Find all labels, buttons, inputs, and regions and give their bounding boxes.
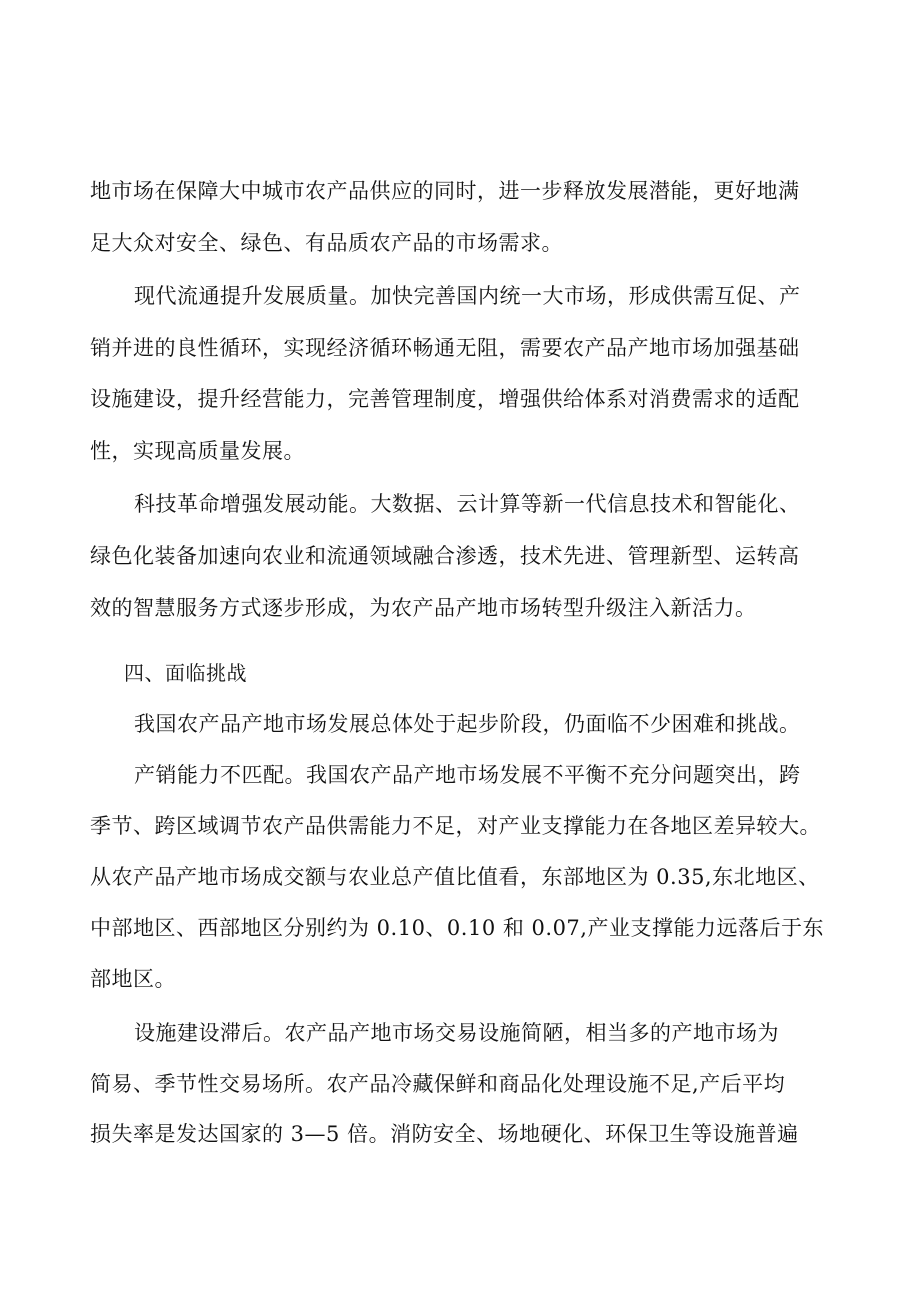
- paragraph-line: 性，实现高质量发展。: [90, 439, 305, 463]
- paragraph-line: 设施建设，提升经营能力，完善管理制度，增强供给体系对消费需求的适配: [90, 387, 800, 411]
- paragraph-line: 足大众对安全、绿色、有品质农产品的市场需求。: [90, 231, 563, 255]
- section-heading: 四、面临挑战: [124, 661, 247, 685]
- paragraph-line: 中部地区、西部地区分别约为 0.10、0.10 和 0.07,产业支撑能力远落后于东: [90, 916, 824, 940]
- paragraph-line: 地市场在保障大中城市农产品供应的同时，进一步释放发展潜能，更好地满: [90, 179, 800, 203]
- paragraph-line: 现代流通提升发展质量。加快完善国内统一大市场，形成供需互促、产: [134, 284, 801, 308]
- paragraph-line: 我国农产品产地市场发展总体处于起步阶段，仍面临不少困难和挑战。: [134, 712, 801, 736]
- paragraph-line: 季节、跨区域调节农产品供需能力不足，对产业支撑能力在各地区差异较大。: [90, 814, 821, 838]
- paragraph-line: 部地区。: [90, 967, 176, 991]
- paragraph-line: 绿色化装备加速向农业和流通领域融合渗透，技术先进、管理新型、运转高: [90, 544, 800, 568]
- paragraph-line: 效的智慧服务方式逐步形成，为农产品产地市场转型升级注入新活力。: [90, 596, 757, 620]
- paragraph-line: 损失率是发达国家的 3—5 倍。消防安全、场地硬化、环保卫生等设施普遍: [90, 1122, 799, 1146]
- paragraph-line: 简易、季节性交易场所。农产品冷藏保鲜和商品化处理设施不足,产后平均: [90, 1072, 786, 1096]
- paragraph-line: 产销能力不匹配。我国农产品产地市场发展不平衡不充分问题突出，跨: [134, 763, 801, 787]
- paragraph-line: 销并进的良性循环，实现经济循环畅通无阻，需要农产品产地市场加强基础: [90, 336, 800, 360]
- paragraph-line: 设施建设滞后。农产品产地市场交易设施简陋，相当多的产地市场为: [134, 1021, 779, 1045]
- paragraph-line: 从农产品产地市场成交额与农业总产值比值看，东部地区为 0.35,东北地区、: [90, 865, 820, 889]
- paragraph-line: 科技革命增强发展动能。大数据、云计算等新一代信息技术和智能化、: [134, 492, 801, 516]
